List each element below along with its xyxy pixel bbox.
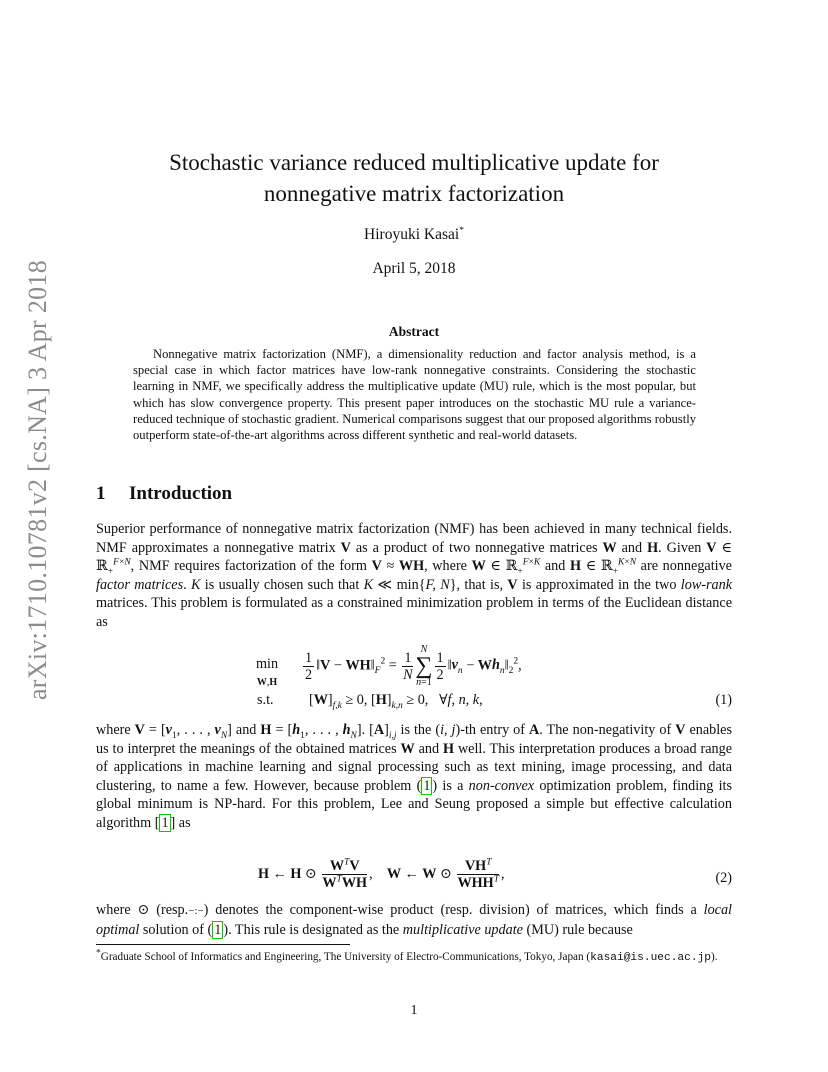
- footnote: [96, 950, 732, 966]
- equation-ref-1b[interactable]: 1: [214, 921, 222, 938]
- eq1-st-label: s.t.: [257, 692, 274, 708]
- author: [0, 226, 828, 244]
- section-title: Introduction: [129, 483, 233, 504]
- author-email[interactable]: kasai@is.uec.ac.jp: [590, 952, 711, 964]
- footnote-mark: *: [96, 948, 101, 959]
- equation-ref-1[interactable]: 1: [423, 777, 431, 794]
- footnote-rule: [96, 944, 350, 945]
- section-number: 1: [96, 483, 106, 504]
- citation-1[interactable]: 1: [161, 814, 169, 831]
- intro-paragraph-2: where $V = [v_1$, . . . , $v_N$] and $H = [h_1$, . . . , $h_N$]. $[A]_{i,j}$ is the (i, j)-th entry of A. The non-negativity of V enables us to interpret the meanings of the obtained matrices W and H well. This interpretation produces a broad range of applications in machine learning and signal processing such as text mining, image processing, and data clustering, to name a few. However, because problem ( 1 ) is a non-convex optimization problem, finding its global minimum is NP-hard. For this problem, Lee and Seung proposed a simple but effective calculation algorithm [ 1 ] as: [96, 722, 733, 831]
- abstract-text: Nonnegative matrix factorization (NMF), a dimensionality reduction and factor analysis method, is a special case in which factor matrices have low-rank nonnegative constraints. Considering the stochastic learning in NMF, we specifically address the multiplicative update (MU) rule, which is the most popular, but which has slow convergence property. This present paper introduces on the stochastic MU rule a variance-reduced technique of stochastic gradient. Numerical comparisons suggest that our proposed algorithms robustly outperform state-of-the-art algorithms across different synthetic and real-world datasets.: [133, 347, 696, 443]
- author-footnote-mark: *: [459, 225, 464, 236]
- footnote-text: Graduate School of Informatics and Engineering, The University of Electro-Communications, Tokyo, Japan (: [100, 951, 591, 963]
- author-name: Hiroyuki Kasai: [364, 226, 460, 243]
- date: April 5, 2018: [372, 260, 456, 277]
- equation-1-number: (1): [715, 692, 732, 708]
- paper-title: [120, 147, 708, 209]
- arxiv-id: arXiv:1710.10781v2 [cs.NA] 3 Apr 2018: [23, 259, 52, 701]
- page-number: 1: [410, 1003, 418, 1018]
- footnote-close: ).: [711, 951, 718, 963]
- intro-paragraph-3: where ⊙ (resp.−:−) denotes the component-wise product (resp. division) of matrices, which finds a local optimal solution of ( 1 ). This rule is designated as the multiplicative update (MU) rule because: [96, 902, 732, 938]
- title-line-2: nonnegative matrix factorization: [263, 181, 565, 206]
- intro-paragraph-1: Superior performance of nonnegative matrix factorization (NMF) has been achieved in many technical fields. NMF approximates a nonnegative matrix V as a product of two nonnegative matrices W and H. Given V ∈ ℝ$_+^{F\times N}$, NMF requires factorization of the form V ≈ WH, where W ∈ ℝ$_+^{F\times K}$ and H ∈ ℝ$_+^{K\times N}$ are nonnegative factor matrices. K is usually chosen such that K ≪ min{F, N}, that is, V is approximated in the two low-rank matrices. This problem is formulated as a constrained minimization problem in terms of the Euclidean distance as: [96, 521, 733, 630]
- title-line-1: Stochastic variance reduced multiplicative update for: [169, 150, 659, 175]
- arxiv-sidebar-stamp: [8, 259, 68, 701]
- equation-2-number: (2): [715, 870, 732, 886]
- abstract-heading: Abstract: [388, 324, 440, 339]
